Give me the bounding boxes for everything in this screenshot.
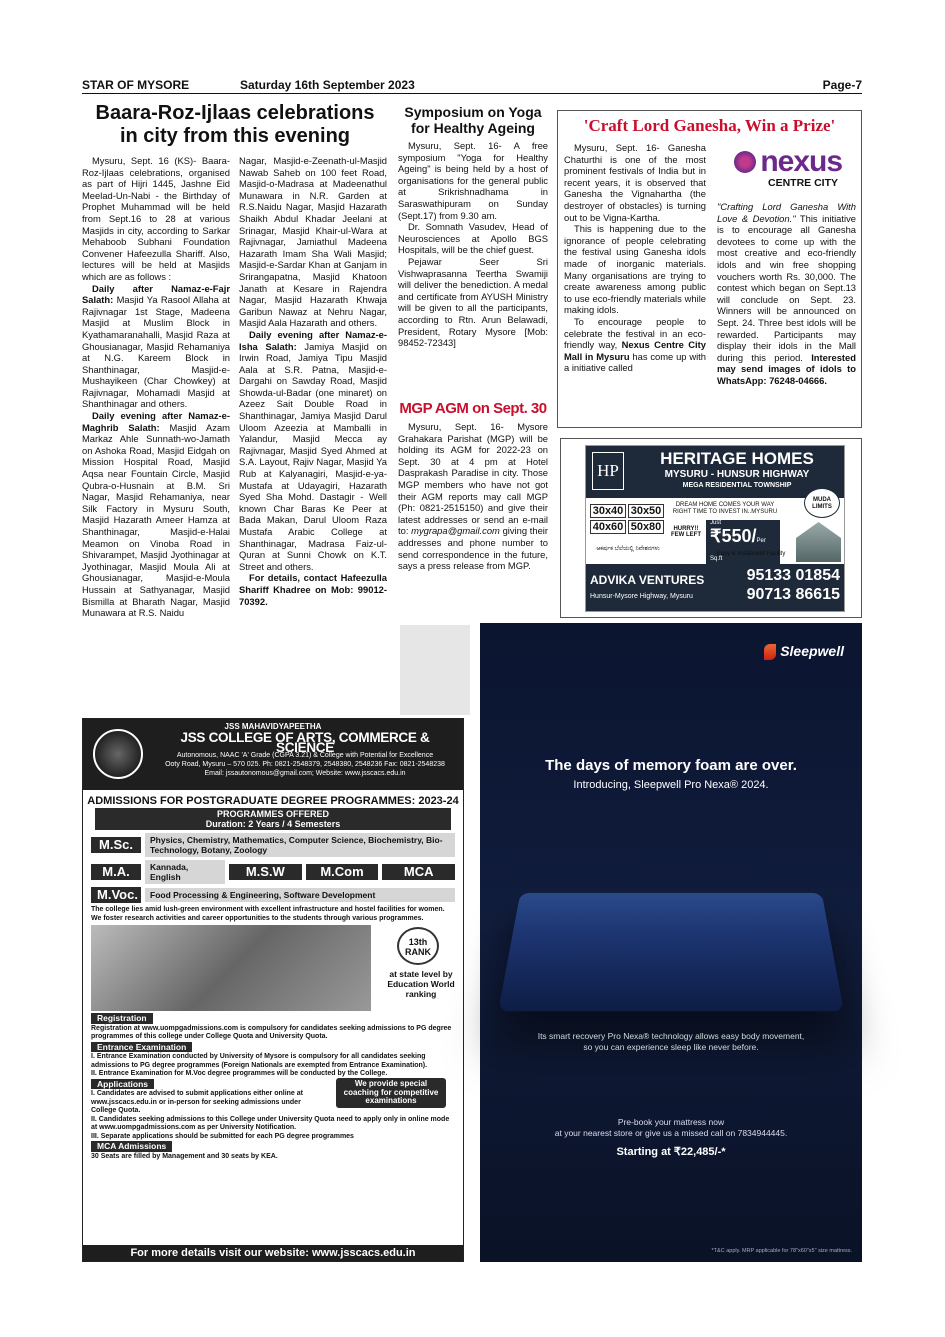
mgp-headline: MGP AGM on Sept. 30 [399, 400, 547, 417]
masthead [82, 78, 862, 94]
nexus-flower-icon [734, 151, 756, 173]
students-photo [91, 925, 371, 1011]
yoga-headline: Symposium on Yoga for Healthy Ageing [404, 104, 542, 136]
headline-line-2: in city from this evening [119, 125, 351, 147]
gray-filler [400, 625, 470, 715]
jss-footer: For more details visit our website: www.jsscacs.edu.in [83, 1245, 463, 1261]
page-number: Page-7 [822, 78, 862, 92]
hp-logo: HP [592, 452, 624, 490]
baara-col-2: Nagar, Masjid-e-Zeenath-ul-Masjid Nawab Saheb on 100 feet Road, Masjid-o-Madrasa at Madeenathul Munawara in N.R. Garden at R.S.Naidu Nagar, Masjid Hazarath Shaikh Abdul Khadar Jeelani at Srinagar, Masjid Khair-ul-Wara at Rajivnagar, Jamiathul Madeena Hazarath Imam Sha Wali Masjid; Masjid-e-Sardar Khan at Ganjam in Srirangapatna, Masjid Khatoon Janath at Kesare in Rajendra Nagar, Masjid Hazarath Khwaja Garibun Nawaz at Nehru Nagar, Masjid Aala Hazarath and others. Daily evening after Namaz-e-Isha Salath: Jamiya Masjid on Irwin Road, Jamiya Tipu Masjid Aala at S.R. Patna, Masjid-e-Dargahi on Sawday Road, Masjid Showda-ul-Badar (one minaret) on Azeez Sait Double Road in Shanthinagar, Jamiya Masjid Darul Uloom Azeezia at Mamballi in Yalandur, Masjid Mecca ay Rajivnagar, Masjid Syed Ahmed at S.A. Layout, Rajiv Nagar, Masjid Ya Rub at Kalyanagiri, Masjid-e-ya-Mustafa at Udayagiri, Hazarath Syed Sha Mohd. Dastagir - Well known Char Baras Ke Peer at Bada Makan, Darul Uloom Raza Mustafa Arabic College at Shanthinagar, Madrasa Faiz-ul-Quran at Sunni Chowk on K.T. Street and others. For details, contact Hafeezulla Shariff Khadree on Mob: 99012-70392. [239, 155, 387, 607]
baara-col-1: Mysuru, Sept. 16 (KS)- Baara-Roz-Ijlaas celebrations, organised as part of Hijri 1445, Jashne Eid Meelad-Un-Nabi - the Birthday of Prophet Muhammad will be held from Sept.16 to 28 at various Masjids in city, according to Sarkar Mehaboob Subhani Foundation Convener Hafeezulla Shariff. Also, lectures will be held at Masjids which are as follows : Daily after Namaz-e-Fajr Salath: Masjid Ya Rasool Allaha at Rajivnagar 1st Stage, Madeena Masjid at Muslim Block in Kyathamaranahalli, Masjid Raza at Ghousianagar, Masjid Rehamaniya at N.G. Kareem Block in Shanthinagar, Masjid-e-Mushayikeen (Char Chowkey) at Rajivnagar, Mohamadi Masjid at Shanthinagar and others. Daily evening after Namaz-e-Maghrib Salath: Masjid Azam Markaz Ahle Sunnath-wo-Jamath on Ashoka Road, Masjid Eidgah on Mission Hospital Road, Masjid Aqsa near Fountain Circle, Masjid Qubra-o-Husnain at B.M. Sri Nagar, Masjid Rehamaniya, near Silk Factory in Mysuru South, Masjid Hazarath Ameer Hamza at Shanthinagar, Masjid-e-Halai Meamon on Vinoba Road in Shivarampet, Masjid Jyothinagar at Jyothinagar, Masjid Moula Ali at Ghousianagar, Masjid-e-Moula Hussain at Sathyanagar, Masjid Bismilla at Bharath Nagar, Masjid Munawara at R.S. Naidu [82, 155, 230, 619]
ganesha-headline: 'Craft Lord Ganesha, Win a Prize' [583, 116, 836, 135]
issue-date: Saturday 16th September 2023 [240, 78, 415, 92]
yoga-article: Symposium on Yoga for Healthy Ageing Mysuru, Sept. 16- A free symposium "Yoga for Healthy Ageing" is being held by a host of organisations for the general public at Srikrishnadhama in Saraswathipuram on Sunday (Sept.17) from 9.30 am. Dr. Somnath Vasudev, Head of Neurosciences at Apollo BGS Hospitals, will be the chief guest. Pejawar Seer Sri Vishwaprasanna Teertha Swamiji will deliver the benediction. A medal and certificate from AYUSH Ministry will be given to all the participants, according to Rtn. Arun Belawadi, President, Rotary Mysore [Mob: 98452-72343] [398, 104, 548, 349]
mgp-article: MGP AGM on Sept. 30 Mysuru, Sept. 16- Mysore Grahakara Parishat (MGP) will be holding its AGM for 2022-23 on Sept. 30 at 4 pm at Hotel Dasprakash Paradise in city. Those MGP members who have not got their AGM reports may call MGP (Ph: 0821-2515150) and give their latest addresses or send an e-mail to: mygrapa@gmail.com giving their addresses and phone number to send correspondence in the future, says a press release from MGP. [398, 400, 548, 572]
baara-headline [82, 102, 388, 148]
headline-line-1: Baara-Roz-Ijlaas celebrations [95, 102, 375, 124]
mattress-image [498, 893, 844, 1011]
heritage-ad: HP HERITAGE HOMES MYSURU - HUNSUR HIGHWAY MEGA RESIDENTIAL TOWNSHIP 30x40 30x50 40x60 50x80 ಆಕರ್ಷಕ ಬೆಲೆಯಲ್ಲಿ ನಿವೇಶನಗಳು DREAM HOME COMES YOUR WAY RIGHT TIME TO INVEST IN..MYSURU HURRY!! FEW LEFT Just ₹550/Per Sq.ft Easy & Instalment Facility MUDA LIMITS ADVIKA VENTURES Hunsur-Mysore Highway, Mysuru 95133 01854 90713 86615 [560, 438, 862, 618]
jss-emblem-icon [93, 729, 143, 779]
ganesha-box: 'Craft Lord Ganesha, Win a Prize' Mysuru, Sept. 16- Ganesha Chaturthi is one of the most prominent festivals of India but in recent years, it is observed that Ganesha the Vignahartha (the destroyer of obstacles) is turning out to be Vigna-Kartha. This is happening due to the ignorance of people celebrating the festival using Ganesha idols made of inorganic materials. Many organisations are trying to create awareness among public to use eco-friendly materials while making idols. To encourage people to celebrate the festival in an eco-friendly way, Nexus Centre City Mall in Mysuru has come up with a initiative called nexus CENTRE CITY "Crafting Lord Ganesha With Love & Devotion." This initiative is to encourage all Ganesha devotees to come up with the most creative and eco-friendly idols and win free shopping vouchers worth Rs. 30,000. The contest which began on Sept.13 will conclude on Sept. 23. Winners will be announced on Sept. 24. Three best idols will be rewarded. Participants may display their idols in the Mall during this period. Interested may send images of idols to WhatsApp: 76248-04666. [557, 110, 862, 428]
sleepwell-ad: Sleepwell The days of memory foam are over. Introducing, Sleepwell Pro Nexa® 2024. Its smart recovery Pro Nexa® technology allows easy body movement, so you can experience sleep like never before. Pre-book your mattress now at your nearest store or give us a missed call on 7834944445. Starting at ₹22,485/-* *T&C apply. MRP applicable for 78"x60"x5" size mattress. [480, 623, 862, 1262]
paper-name: STAR OF MYSORE [82, 78, 190, 92]
jss-ad: JSS MAHAVIDYAPEETHA JSS COLLEGE OF ARTS, COMMERCE & SCIENCE Autonomous, NAAC 'A' Grade (CGPA 3.21) & College with Potential for Excellence Ooty Road, Mysuru – 570 025. Ph: 0821-2548379, 2548380, 2548236 Fax: 0821-2548238 Email: jssautonomous@gmail.com; Website: www.jsscacs.edu.in ADMISSIONS FOR POSTGRADUATE DEGREE PROGRAMMES: 2023-24 PROGRAMMES OFFERED Duration: 2 Years / 4 Semesters M.Sc. Physics, Chemistry, Mathematics, Computer Science, Biochemistry, Bio-Technology, Botany, Zoology M.A. Kannada, English M.S.W M.Com MCA M.Voc. Food Processing & Engineering, Software Development The college lies amid lush-green environment with excellent infrastructure and hostel facilities for women. We foster research activities and career opportunities to the students through various programmes. 13th RANK at state level by Education World ranking Registration Registration at www.uompgadmissions.com is compulsory for candidates seeking admissions to PG degree programmes of this college under College Quota and University Quota. Entrance Examination I. Entrance Examination conducted by University of Mysore is compulsory for all candidates seeking admissions to PG degree programmes (Foreign Nationals are exempted from Entrance Examination). II. Entrance Examination for M.Voc degree programmes will be conducted by the College. Applications I. Candidates are advised to submit applications either online at www.jsscacs.edu.in or in-person for seeking admissions under College Quota. We provide special coaching for competitive examinations II. Candidates seeking admissions to this College under University Quota need to apply only in online mode at www.uompgadmissions.com as per University Notification. III. Separate applications should be submitted for each PG degree programmes MCA Admissions 30 Seats are filled by Management and 30 seats by KEA. For more details visit our website: www.jsscacs.edu.in [82, 718, 464, 1262]
nexus-logo: nexus CENTRE CITY [718, 145, 858, 189]
sleepwell-logo-icon [764, 644, 776, 660]
house-icon [796, 522, 841, 562]
mgp-email: mygrapa@gmail.com [411, 525, 500, 537]
